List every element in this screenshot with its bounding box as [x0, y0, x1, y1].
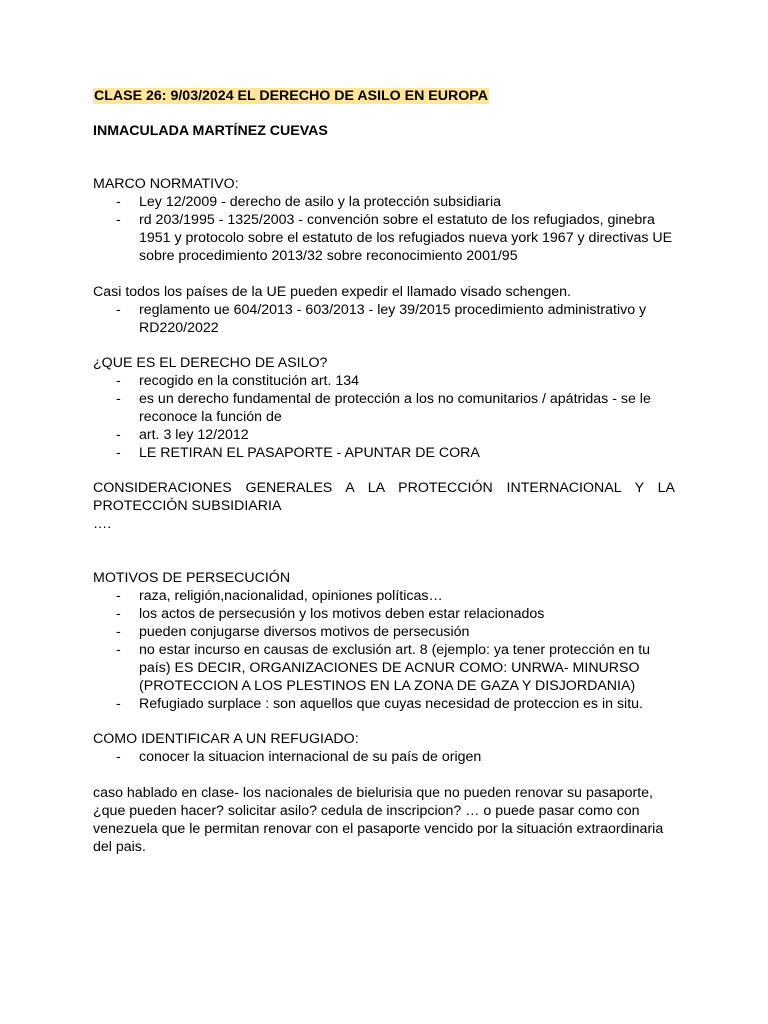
marco-heading: MARCO NORMATIVO: — [93, 176, 239, 192]
dash-bullet: - — [116, 391, 121, 407]
document-page — [93, 87, 675, 856]
dash-bullet: - — [116, 642, 121, 658]
dash-bullet: - — [116, 373, 121, 389]
list-item: - es un derecho fundamental de protección a los no comunitarios / apátridas - se le reconoce la función de — [116, 391, 651, 425]
motivos-heading: MOTIVOS DE PERSECUCIÓN — [93, 570, 291, 586]
dash-bullet: - — [116, 302, 121, 318]
dash-bullet: - — [116, 588, 121, 604]
title-line — [93, 87, 675, 105]
dash-bullet: - — [116, 624, 121, 640]
list-item: - art. 3 ley 12/2012 — [116, 427, 249, 443]
list-item: - Refugiado surplace : son aquellos que cuyas necesidad de proteccion es in situ. — [116, 696, 643, 712]
dash-bullet: - — [116, 194, 121, 210]
dash-bullet: - — [116, 427, 121, 443]
list-item: - recogido en la constitución art. 134 — [116, 373, 360, 389]
dash-bullet: - — [116, 606, 121, 622]
list-item: - conocer la situacion internacional de su país de origen — [116, 749, 482, 765]
asilo-list — [93, 372, 675, 462]
schengen-paragraph: Casi todos los países de la UE pueden expedir el llamado visado schengen. — [93, 284, 571, 300]
dash-bullet: - — [116, 212, 121, 228]
consideraciones-line-1: CONSIDERACIONES GENERALES A LA PROTECCIÓN INTERNACIONAL Y LA — [93, 480, 675, 496]
list-item: - reglamento ue 604/2013 - 603/2013 - ley 39/2015 procedimiento administrativo y RD220/2022 — [116, 302, 647, 336]
consideraciones-ellipsis: …. — [93, 516, 112, 532]
consideraciones-line-2: PROTECCIÓN SUBSIDIARIA — [93, 498, 282, 514]
dash-bullet: - — [116, 749, 121, 765]
list-item: - no estar incurso en causas de exclusión art. 8 (ejemplo: ya tener protección en tu país) ES DECIR, ORGANIZACIONES DE ACNUR COMO: UNRWA- MINURSO (PROTECCION A LOS PLESTINOS EN LA ZONA DE GAZA Y DISJORDANIA) — [116, 642, 651, 694]
dash-bullet: - — [116, 445, 121, 461]
list-item: - raza, religión,nacionalidad, opiniones políticas… — [116, 588, 443, 604]
list-item: - LE RETIRAN EL PASAPORTE - APUNTAR DE CORA — [116, 445, 480, 461]
author-name: INMACULADA MARTÍNEZ CUEVAS — [93, 123, 328, 139]
asilo-heading: ¿QUE ES EL DERECHO DE ASILO? — [93, 355, 328, 371]
dash-bullet: - — [116, 696, 121, 712]
caso-paragraph: caso hablado en clase- los nacionales de bielurisia que no pueden renovar su pasaporte, ¿que pueden hacer? solicitar asilo? cedula de inscripcion? … o puede pasar como con venezuela que le permitan renovar con el pasaporte vencido por la situación extraordinaria del pais. — [93, 785, 664, 855]
identificar-heading: COMO IDENTIFICAR A UN REFUGIADO: — [93, 731, 359, 747]
consideraciones-heading — [93, 479, 675, 533]
list-item: - Ley 12/2009 - derecho de asilo y la protección subsidiaria — [116, 194, 502, 210]
list-item: - pueden conjugarse diversos motivos de persecusión — [116, 624, 470, 640]
list-item: - rd 203/1995 - 1325/2003 - convención sobre el estatuto de los refugiados, ginebra 1951 y protocolo sobre el estatuto de los refugiados nueva york 1967 y directivas UE sobre procedimiento 2013/32 sobre reconocimiento 2001/95 — [116, 212, 673, 264]
marco-list — [93, 193, 675, 265]
motivos-list — [93, 587, 675, 713]
list-item: - los actos de persecusión y los motivos deben estar relacionados — [116, 606, 545, 622]
identificar-list — [93, 748, 675, 766]
document-title: CLASE 26: 9/03/2024 EL DERECHO DE ASILO EN EUROPA — [94, 88, 488, 104]
reglamento-list — [93, 301, 675, 337]
